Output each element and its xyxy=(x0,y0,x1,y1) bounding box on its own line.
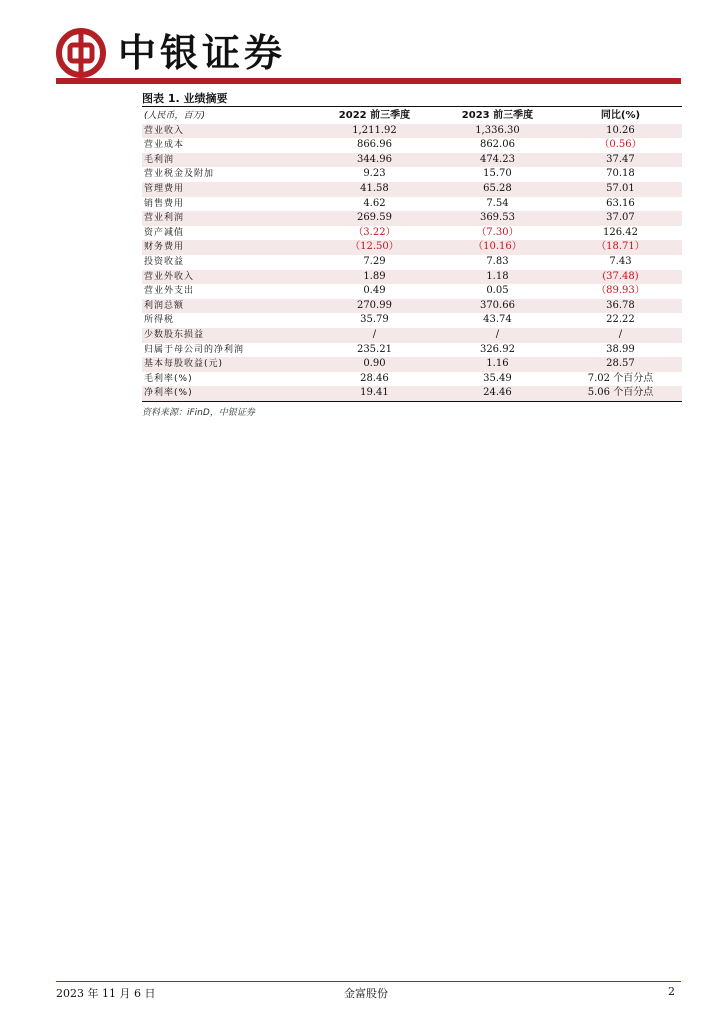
value-2022: 0.49 xyxy=(363,285,386,297)
column-header: 2023 前三季度 xyxy=(461,110,534,121)
value-2022: 41.58 xyxy=(313,182,436,197)
footer-date: 2023 年 11 月 6 日 xyxy=(56,987,156,1000)
row-label: 营业成本 xyxy=(144,140,185,151)
yoy-change: 57.01 xyxy=(559,182,682,197)
table-row xyxy=(142,153,682,168)
footer-company: 金富股份 xyxy=(344,987,388,1000)
row-label: 基本每股收益(元) xyxy=(142,357,313,372)
table-row xyxy=(142,167,682,182)
value-2023: 862.06 xyxy=(479,139,515,151)
table-row xyxy=(142,182,682,197)
table-row xyxy=(142,284,682,299)
value-2022: （3.22） xyxy=(353,226,396,238)
value-2023: 0.05 xyxy=(486,285,509,297)
yoy-change: 5.06 个百分点 xyxy=(559,386,682,401)
yoy-change: 28.57 xyxy=(559,357,682,372)
bank-of-china-logo-icon xyxy=(56,28,106,78)
row-label: 所得税 xyxy=(144,315,175,326)
row-label: 销售费用 xyxy=(144,198,185,209)
table-row xyxy=(142,211,682,226)
value-2022: 344.96 xyxy=(313,153,436,168)
value-2022: （12.50） xyxy=(313,240,436,255)
yoy-change: 10.26 xyxy=(559,124,682,139)
row-label: 财务费用 xyxy=(142,240,313,255)
value-2022: 0.90 xyxy=(313,357,436,372)
title-rule xyxy=(142,106,682,107)
value-2022: 269.59 xyxy=(313,211,436,226)
value-2023: 65.28 xyxy=(436,182,559,197)
value-2022: 35.79 xyxy=(360,314,389,326)
row-label: 净利率(%) xyxy=(142,386,313,401)
yoy-change: 7.43 xyxy=(609,255,632,267)
table-row xyxy=(142,270,682,285)
row-label: 营业税金及附加 xyxy=(144,169,215,180)
yoy-change: / xyxy=(559,328,682,343)
table-row xyxy=(142,299,682,314)
value-2022: / xyxy=(313,328,436,343)
table-row xyxy=(142,197,682,212)
yoy-change: （0.56） xyxy=(599,139,642,151)
value-2023: 1.18 xyxy=(436,270,559,285)
row-label: 资产减值 xyxy=(144,227,185,238)
table-header-row xyxy=(142,109,682,124)
value-2023: 369.53 xyxy=(436,211,559,226)
value-2023: 326.92 xyxy=(479,343,515,355)
table-title: 图表 1. 业绩摘要 xyxy=(142,92,228,105)
footer-rule xyxy=(56,981,681,982)
value-2023: 35.49 xyxy=(483,372,512,384)
value-2023: （7.30） xyxy=(476,226,519,238)
row-label: 营业收入 xyxy=(142,124,313,139)
value-2022: 270.99 xyxy=(313,299,436,314)
row-label: 营业外支出 xyxy=(144,286,195,297)
brand-name: 中银证券 xyxy=(118,30,287,75)
value-2023: 24.46 xyxy=(436,386,559,401)
table-row xyxy=(142,124,682,139)
row-label: 毛利率(%) xyxy=(144,373,193,384)
yoy-change: 126.42 xyxy=(602,226,638,238)
row-label: 利润总额 xyxy=(142,299,313,314)
yoy-change: 37.47 xyxy=(559,153,682,168)
row-label: 营业外收入 xyxy=(142,270,313,285)
table-row xyxy=(142,313,682,328)
table-row xyxy=(142,357,682,372)
value-2023: 15.70 xyxy=(483,168,512,180)
column-header: 同比(%) xyxy=(600,110,641,121)
value-2023: / xyxy=(436,328,559,343)
value-2022: 28.46 xyxy=(360,372,389,384)
table-row xyxy=(142,138,682,153)
table-row xyxy=(142,328,682,343)
row-label: 营业利润 xyxy=(142,211,313,226)
value-2022: 866.96 xyxy=(356,139,392,151)
value-2023: 474.23 xyxy=(436,153,559,168)
yoy-change: （18.71） xyxy=(559,240,682,255)
source-note: 资料来源：iFinD，中银证券 xyxy=(142,408,255,418)
yoy-change: 70.18 xyxy=(606,168,635,180)
yoy-change: (37.48) xyxy=(559,270,682,285)
value-2022: 4.62 xyxy=(363,197,386,209)
row-label: 管理费用 xyxy=(142,182,313,197)
header-rule xyxy=(56,78,681,84)
value-2022: 9.23 xyxy=(363,168,386,180)
value-2022: 7.29 xyxy=(363,255,386,267)
row-label: 少数股东损益 xyxy=(142,328,313,343)
table-row xyxy=(142,372,682,387)
value-2023: （10.16） xyxy=(436,240,559,255)
yoy-change: 37.07 xyxy=(559,211,682,226)
yoy-change: 63.16 xyxy=(606,197,635,209)
table-row xyxy=(142,386,682,401)
table-row xyxy=(142,255,682,270)
value-2022: 1,211.92 xyxy=(313,124,436,139)
row-label: 归属于母公司的净利润 xyxy=(144,344,245,355)
table-row xyxy=(142,226,682,241)
yoy-change: 22.22 xyxy=(606,314,635,326)
value-2022: 235.21 xyxy=(356,343,392,355)
performance-summary-table xyxy=(142,109,682,402)
yoy-change: 36.78 xyxy=(559,299,682,314)
value-2023: 43.74 xyxy=(483,314,512,326)
value-2023: 370.66 xyxy=(436,299,559,314)
row-label: 毛利润 xyxy=(142,153,313,168)
page-number: 2 xyxy=(668,985,675,998)
value-2023: 7.54 xyxy=(486,197,509,209)
value-2022: 19.41 xyxy=(313,386,436,401)
column-header: 2022 前三季度 xyxy=(338,110,411,121)
value-2023: 7.83 xyxy=(486,255,509,267)
yoy-change: 7.02 个百分点 xyxy=(587,372,654,384)
table-row xyxy=(142,240,682,255)
yoy-change: 38.99 xyxy=(606,343,635,355)
yoy-change: （89.93） xyxy=(596,285,645,297)
row-label: 投资收益 xyxy=(144,256,185,267)
value-2023: 1,336.30 xyxy=(436,124,559,139)
value-2023: 1.16 xyxy=(436,357,559,372)
table-row xyxy=(142,343,682,358)
value-2022: 1.89 xyxy=(313,270,436,285)
page-header xyxy=(56,22,686,78)
unit-label: (人民币，百万) xyxy=(144,111,206,121)
